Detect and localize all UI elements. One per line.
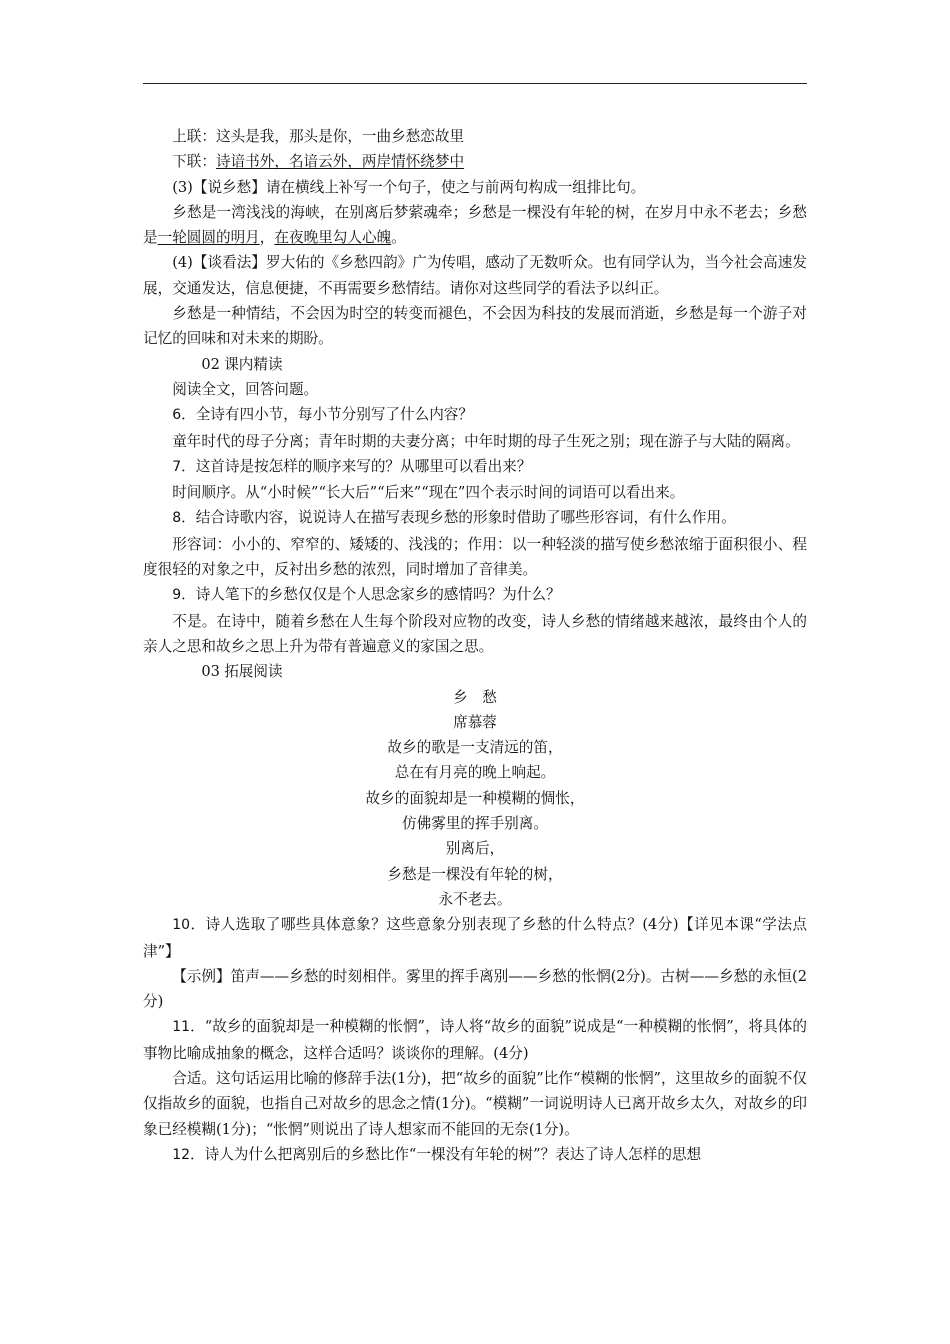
q11-number: 11 (172, 1019, 191, 1036)
q12-prompt-text: ．诗人为什么把离别后的乡愁比作“一棵没有年轮的树”？表达了诗人怎样的思想 (190, 1145, 702, 1163)
q9-prompt-text: ．诗人笔下的乡愁仅仅是个人思念家乡的感情吗？为什么？ (181, 586, 561, 604)
worksheet-content (143, 124, 807, 1168)
q9-number: 9 (172, 587, 182, 604)
q7-prompt-text: ．这首诗是按怎样的顺序来写的？从哪里可以看出来？ (181, 457, 532, 475)
q8-number: 8 (172, 510, 182, 527)
poem-title: 乡 愁 (453, 688, 497, 706)
q8-prompt (143, 505, 807, 531)
section-02-heading (143, 352, 807, 377)
q6-number: 6 (172, 407, 182, 424)
poem-line: 仿佛雾里的挥手别离。 (402, 815, 548, 833)
couplet-lower-prefix: 下联： (172, 153, 216, 171)
q3-answer-sep: ， (259, 229, 275, 247)
couplet-lower-answer: 诗谙书外，名谙云外，两岸情怀绕梦中 (215, 153, 465, 171)
section-03-number: 03 (201, 663, 220, 681)
q10-answer: 【示例】笛声——乡愁的时刻相伴。雾里的挥手离别——乡愁的怅惘(2分)。古树——乡愁的永恒(2分) (143, 967, 807, 1011)
poem-line: 别离后， (445, 840, 505, 858)
poem-line: 永不老去。 (438, 890, 512, 908)
q8-prompt-text: ．结合诗歌内容，说说诗人在描写表现乡愁的形象时借助了哪些形容词，有什么作用。 (181, 509, 736, 527)
q11-prompt-text: ．“故乡的面貌却是一种模糊的怅惘”，诗人将“故乡的面貌”说成是“一种模糊的怅惘”，将具体的事物比喻成抽象的概念，这样合适吗？谈谈你的理解。(4分) (143, 1018, 807, 1062)
q7-answer: 时间顺序。从“小时候”“长大后”“后来”“现在”四个表示时间的词语可以看出来。 (172, 484, 685, 502)
q3-answer (143, 200, 807, 251)
poem-line: 乡愁是一棵没有年轮的树， (387, 865, 563, 883)
poem-line: 故乡的面貌却是一种模糊的惆怅， (365, 789, 585, 807)
header-rule (143, 83, 807, 84)
q4-prompt: (4)【谈看法】罗大佑的《乡愁四韵》广为传唱，感动了无数听众。也有同学认为，当今社会高速发展，交通发达，信息便捷，不再需要乡愁情结。请你对这些同学的看法予以纠正。 (143, 254, 807, 297)
q10-number: 10 (172, 917, 191, 934)
q11-prompt (143, 1014, 807, 1066)
q3-answer-prefix: 乡愁是一湾浅浅的海峡，在别离后梦萦魂牵；乡愁是一棵没有年轮的树，在岁月中永不老去；乡愁是 (143, 203, 807, 247)
poem-line: 总在有月亮的晚上响起。 (394, 764, 556, 782)
q6-prompt (143, 402, 807, 428)
couplet-upper: 上联：这头是我，那头是你，一曲乡愁恋故里 (172, 128, 465, 145)
section-02-title: 课内精读 (224, 355, 283, 373)
q7-prompt (143, 454, 807, 480)
q3-answer-end: 。 (391, 229, 406, 247)
q8-answer: 形容词：小小的、窄窄的、矮矮的、浅浅的；作用：以一种轻淡的描写使乡愁浓缩于面积很小、程度很轻的对象之中，反衬出乡愁的浓烈，同时增加了音律美。 (143, 535, 807, 579)
q3-prompt: (3)【说乡愁】请在横线上补写一个句子，使之与前两句构成一组排比句。 (172, 178, 646, 196)
section-03-title: 拓展阅读 (224, 663, 283, 681)
section-03-heading (143, 659, 807, 684)
q11-answer: 合适。这句话运用比喻的修辞手法(1分)，把“故乡的面貌”比作“模糊的怅惘”，这里故乡的面貌不仅仅指故乡的面貌，也指自己对故乡的思念之情(1分)。“模糊”一词说明诗人已离开故乡太久，对故乡的印象已经模糊(1分)；“怅惘”则说出了诗人想家而不能回的无奈(1分)。 (143, 1069, 807, 1138)
q3-answer-fill-2: 在夜晚里勾人心魄 (274, 229, 392, 247)
section-02-number: 02 (201, 355, 220, 373)
q3-answer-fill-1: 一轮圆圆的明月 (157, 229, 260, 247)
poem-line: 故乡的歌是一支清远的笛， (387, 739, 563, 757)
q9-answer: 不是。在诗中，随着乡愁在人生每个阶段对应物的改变，诗人乡愁的情绪越来越浓，最终由个人的亲人之思和故乡之思上升为带有普遍意义的家国之思。 (143, 612, 807, 655)
section-02-instruction: 阅读全文，回答问题。 (172, 380, 319, 398)
q7-number: 7 (172, 458, 182, 475)
q4-answer: 乡愁是一种情结，不会因为时空的转变而褪色，不会因为科技的发展而消逝，乡愁是每一个游子对记忆的回味和对未来的期盼。 (143, 305, 807, 348)
q6-prompt-text: ．全诗有四小节，每小节分别写了什么内容？ (181, 406, 473, 424)
q9-prompt (143, 582, 807, 608)
poem-author: 席慕蓉 (453, 713, 497, 731)
q10-prompt (143, 912, 807, 964)
q12-prompt (143, 1142, 807, 1168)
q10-prompt-text: ．诗人选取了哪些具体意象？这些意象分别表现了乡愁的什么特点？(4分)【详见本课“学法点津”】 (143, 916, 807, 960)
couplet-lower (143, 149, 807, 174)
q12-number: 12 (172, 1146, 191, 1163)
q6-answer: 童年时代的母子分离；青年时期的夫妻分离；中年时期的母子生死之别；现在游子与大陆的隔离。 (172, 432, 800, 450)
